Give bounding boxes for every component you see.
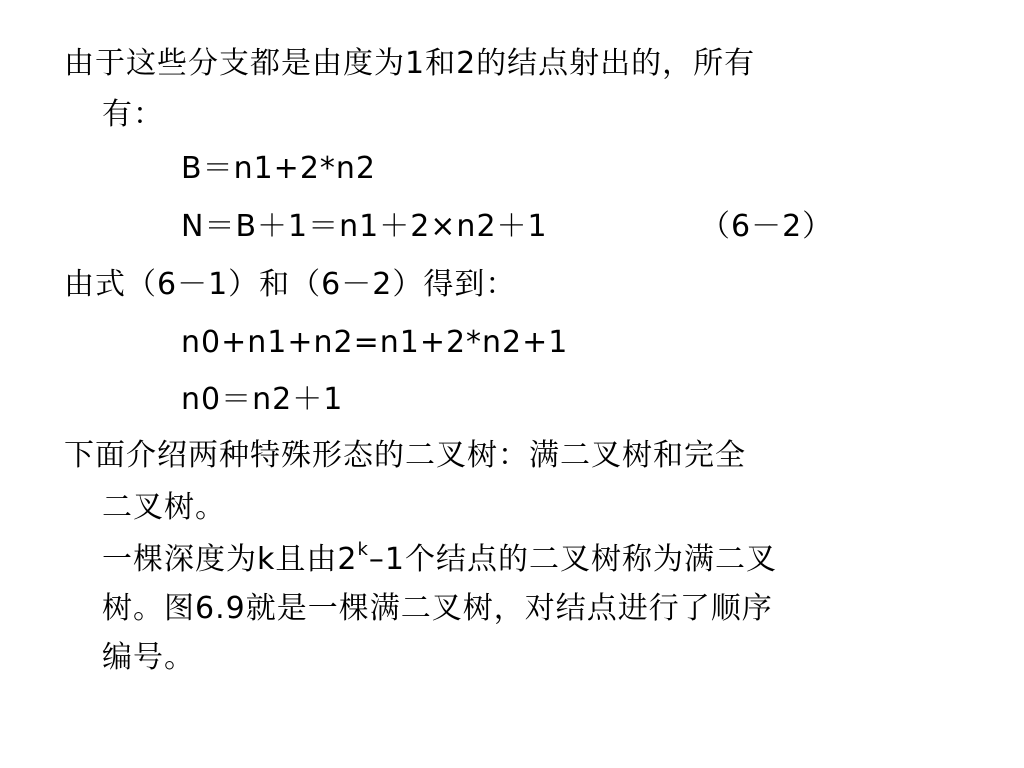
paragraph-3-line-2: 二叉树。 <box>102 490 226 525</box>
paragraph-4-line-2: 树。图6.9就是一棵满二叉树，对结点进行了顺序 <box>102 591 773 626</box>
equation-n0: n0＝n2＋1 <box>181 382 344 417</box>
equation-b: B＝n1+2*n2 <box>181 151 377 186</box>
paragraph-4-line-1-before: 一棵深度为k且由2 <box>102 542 358 577</box>
superscript-k: k <box>357 539 369 560</box>
paragraph-4-line-1 <box>102 539 777 578</box>
paragraph-1-line-1: 由于这些分支都是由度为1和2的结点射出的，所有 <box>64 46 756 81</box>
paragraph-3-line-1: 下面介绍两种特殊形态的二叉树：满二叉树和完全 <box>64 438 746 473</box>
equation-sum: n0+n1+n2=n1+2*n2+1 <box>181 325 569 360</box>
paragraph-1-line-2: 有： <box>102 97 164 132</box>
paragraph-2: 由式（6－1）和（6－2）得到： <box>64 267 517 302</box>
paragraph-4-line-3: 编号。 <box>102 640 195 675</box>
equation-n: N＝B＋1＝n1＋2×n2＋1 <box>181 209 548 244</box>
equation-n-tag: （6－2） <box>700 209 834 244</box>
paragraph-4-line-1-after: –1个结点的二叉树称为满二叉 <box>368 542 777 577</box>
